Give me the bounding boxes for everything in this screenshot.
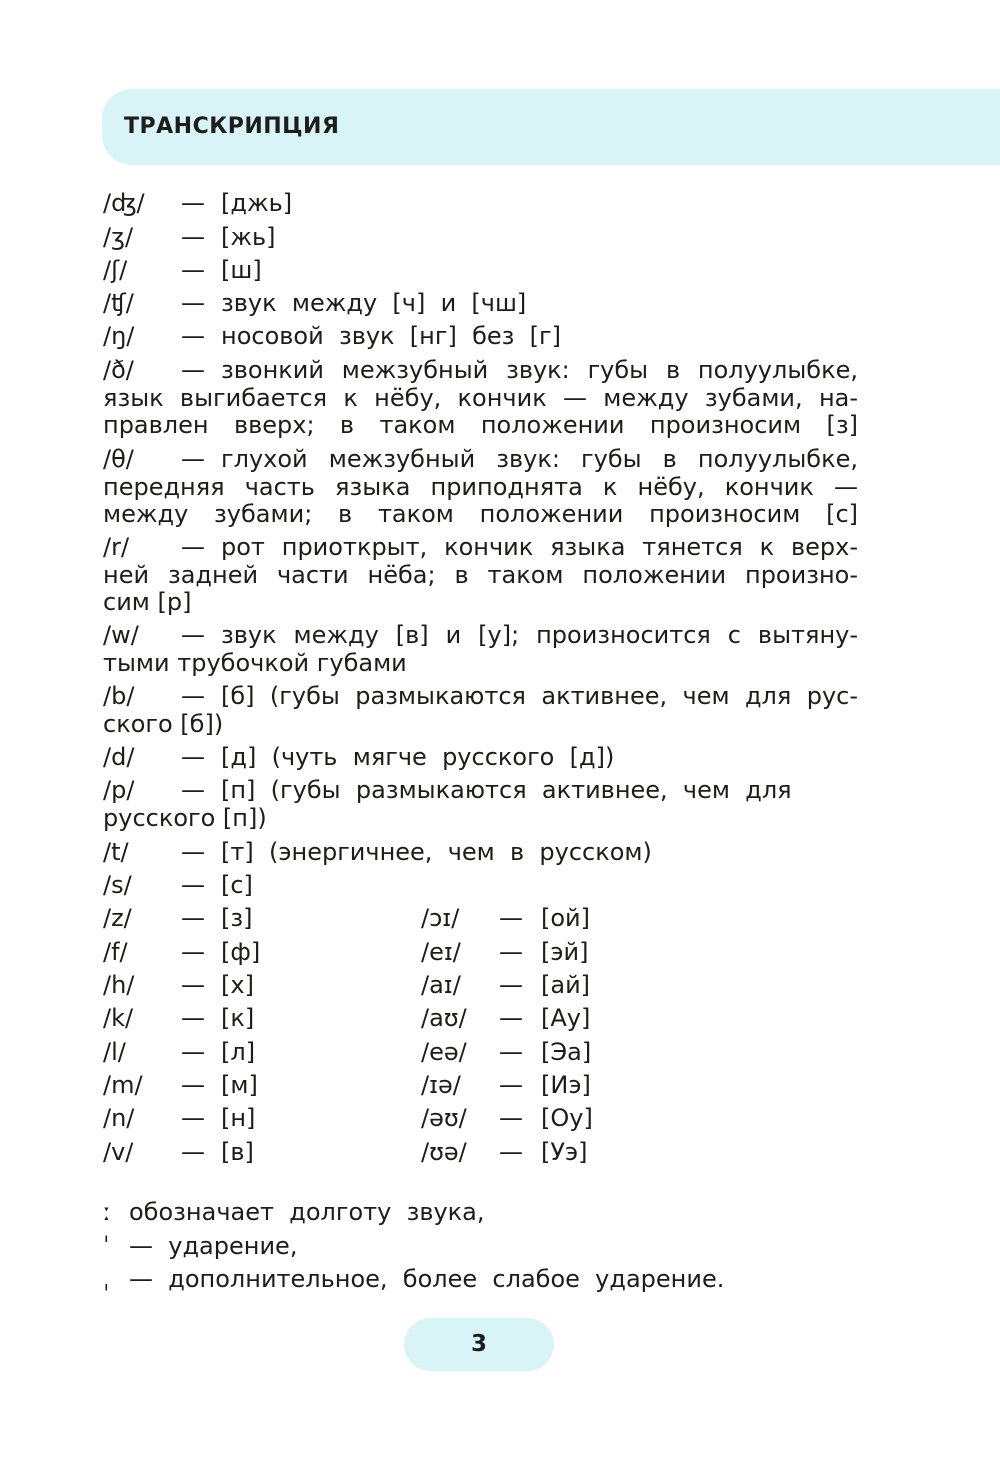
dash-separator: —: [181, 445, 205, 473]
entry-line: [103, 257, 858, 285]
entry-line: [103, 357, 858, 385]
diphthong-value: [Оу]: [541, 1104, 593, 1132]
dash-separator: —: [499, 1038, 523, 1066]
dash-separator: —: [181, 682, 205, 710]
phonetic-symbol: /p/: [103, 776, 135, 804]
entry-line: [103, 777, 858, 805]
entry-line: [103, 501, 858, 529]
entry-line: [103, 622, 858, 650]
dash-separator: —: [499, 1138, 523, 1166]
transcription-entry: [103, 257, 858, 285]
transcription-entry: [103, 839, 858, 867]
phonetic-symbol: /ʒ/: [103, 223, 134, 251]
entry-line: [103, 711, 858, 739]
entry-line: [103, 224, 858, 252]
transcription-entry: [103, 744, 858, 772]
phonetic-symbol: /θ/: [103, 445, 134, 473]
diphthong-entry: [421, 1039, 591, 1067]
section-title: ТРАНСКРИПЦИЯ: [124, 114, 340, 139]
entry-line: [103, 805, 858, 833]
diphthong-entry: [421, 1005, 590, 1033]
phonetic-symbol: /b/: [103, 682, 135, 710]
diphthong-symbol: /əʊ/: [421, 1104, 467, 1132]
note-item: [103, 1230, 724, 1264]
entry-line: [103, 412, 858, 440]
entry-line: [103, 872, 858, 900]
diphthong-symbol: /eɪ/: [421, 938, 461, 966]
diphthong-entry: [421, 1072, 591, 1100]
transcription-entry: [103, 905, 858, 933]
phonetic-symbol: /l/: [103, 1038, 126, 1066]
dash-separator: —: [499, 971, 523, 999]
entry-line: [103, 562, 858, 590]
transcription-entry: [103, 939, 858, 967]
entry-text: [ф]: [221, 938, 261, 966]
diphthong-entry: [421, 972, 590, 1000]
phonetic-symbol: /ð/: [103, 356, 134, 384]
transcription-entry: [103, 534, 858, 617]
entry-text: [д] (чуть мягче русского [д]): [221, 743, 615, 771]
transcription-entry: [103, 972, 858, 1000]
dash-separator: —: [181, 776, 205, 804]
dash-separator: —: [181, 1104, 205, 1132]
note-item: [103, 1196, 724, 1230]
dash-separator: —: [181, 621, 205, 649]
entry-text: язык выгибается к нёбу, кончик — между зубами, на-: [103, 383, 858, 412]
entry-line: [103, 534, 858, 562]
entry-text: [н]: [221, 1104, 256, 1132]
note-text: — ударение,: [129, 1231, 298, 1260]
transcription-entry: [103, 683, 858, 738]
dash-separator: —: [181, 743, 205, 771]
entry-line: [103, 385, 858, 413]
dash-separator: —: [499, 1071, 523, 1099]
entry-text: ского [б]): [103, 709, 224, 738]
entry-text: [джь]: [221, 189, 293, 217]
transcription-entry: [103, 190, 858, 218]
entry-text: ней задней части нёба; в таком положении произно-: [103, 560, 858, 589]
entry-line: [103, 683, 858, 711]
transcription-entry: [103, 224, 858, 252]
entry-text: [т] (энергичнее, чем в русском): [221, 838, 652, 866]
note-mark: ː: [103, 1198, 112, 1226]
entry-text: русского [п]): [103, 803, 267, 832]
phonetic-symbol: /ʧ/: [103, 289, 134, 317]
dash-separator: —: [181, 904, 205, 932]
entry-text: звук между [в] и [у]; произносится с вытяну-: [221, 621, 858, 649]
dash-separator: —: [181, 1004, 205, 1032]
entry-text: рот приоткрыт, кончик языка тянется к верх-: [221, 533, 858, 561]
phonetic-symbol: /ŋ/: [103, 322, 135, 350]
diphthong-value: [Эа]: [541, 1038, 592, 1066]
dash-separator: —: [499, 1104, 523, 1132]
entry-text: сим [р]: [103, 588, 192, 616]
dash-separator: —: [181, 1138, 205, 1166]
transcription-entry: [103, 872, 858, 900]
entry-text: [л]: [221, 1038, 256, 1066]
entry-line: [103, 446, 858, 474]
dash-separator: —: [181, 223, 205, 251]
dash-separator: —: [499, 1004, 523, 1032]
diphthong-symbol: /ɪə/: [421, 1071, 461, 1099]
transcription-entry: [103, 357, 858, 440]
diphthong-entry: [421, 1139, 588, 1167]
transcription-entry: [103, 1039, 858, 1067]
transcription-entry: [103, 290, 858, 318]
diphthong-symbol: /aʊ/: [421, 1004, 467, 1032]
dash-separator: —: [181, 533, 205, 561]
entry-line: [103, 323, 858, 351]
entry-line: [103, 589, 858, 617]
entry-text: [м]: [221, 1071, 258, 1099]
entry-text: [с]: [221, 871, 253, 899]
phonetic-symbol: /v/: [103, 1138, 134, 1166]
dash-separator: —: [181, 1071, 205, 1099]
dash-separator: —: [181, 289, 205, 317]
phonetic-symbol: /k/: [103, 1004, 134, 1032]
entry-text: [к]: [221, 1004, 255, 1032]
transcription-entry: [103, 446, 858, 529]
entry-text: [ш]: [221, 256, 262, 284]
diphthong-symbol: /ɔɪ/: [421, 904, 460, 932]
diphthong-value: [Уэ]: [541, 1138, 588, 1166]
transcription-entry: [103, 777, 858, 832]
dash-separator: —: [499, 938, 523, 966]
entry-text: звонкий межзубный звук: губы в полуулыбке,: [221, 356, 858, 384]
dash-separator: —: [181, 938, 205, 966]
diphthong-symbol: /ʊə/: [421, 1138, 467, 1166]
diphthong-value: [Иэ]: [541, 1071, 591, 1099]
transcription-entry: [103, 1005, 858, 1033]
entry-text: носовой звук [нг] без [г]: [221, 322, 562, 350]
transcription-entry: [103, 323, 858, 351]
entry-text: тыми трубочкой губами: [103, 648, 407, 677]
diphthong-value: [Ау]: [541, 1004, 591, 1032]
entry-text: [б] (губы размыкаются активнее, чем для рус-: [221, 682, 858, 710]
entry-text: глухой межзубный звук: губы в полуулыбке,: [221, 445, 858, 473]
dash-separator: —: [181, 322, 205, 350]
note-mark: ˌ: [103, 1265, 110, 1293]
note-text: обозначает долготу звука,: [129, 1198, 485, 1226]
notes-list: [103, 1196, 724, 1297]
page-number: 3: [404, 1318, 554, 1371]
entry-text: звук между [ч] и [чш]: [221, 289, 527, 317]
note-mark: ˈ: [103, 1231, 110, 1260]
entry-line: [103, 744, 858, 772]
transcription-entry: [103, 622, 858, 677]
dash-separator: —: [499, 904, 523, 932]
dash-separator: —: [181, 189, 205, 217]
note-text: — дополнительное, более слабое ударение.: [129, 1265, 725, 1293]
entry-text: [в]: [221, 1138, 254, 1166]
phonetic-symbol: /n/: [103, 1104, 135, 1132]
entry-text: [п] (губы размыкаются активнее, чем для: [221, 776, 792, 804]
entry-line: [103, 650, 858, 678]
phonetic-symbol: /s/: [103, 871, 132, 899]
entry-line: [103, 290, 858, 318]
entry-text: передняя часть языка приподнята к нёбу, кончик —: [103, 472, 858, 501]
diphthong-entry: [421, 905, 590, 933]
phonetic-symbol: /h/: [103, 971, 135, 999]
entry-line: [103, 839, 858, 867]
phonetic-symbol: /t/: [103, 838, 129, 866]
transcription-entry: [103, 1072, 858, 1100]
entry-text: правлен вверх; в таком положении произносим [з]: [103, 411, 858, 439]
phonetic-symbol: /m/: [103, 1071, 143, 1099]
dash-separator: —: [181, 971, 205, 999]
diphthong-entry: [421, 1105, 593, 1133]
entry-line: [103, 190, 858, 218]
diphthong-value: [эй]: [541, 938, 589, 966]
entry-text: между зубами; в таком положении произносим [с]: [103, 500, 858, 528]
entry-text: [з]: [221, 904, 253, 932]
phonetic-symbol: /d/: [103, 743, 135, 771]
dash-separator: —: [181, 1038, 205, 1066]
diphthong-value: [ай]: [541, 971, 591, 999]
entry-line: [103, 474, 858, 502]
phonetic-symbol: /f/: [103, 938, 128, 966]
dash-separator: —: [181, 838, 205, 866]
diphthong-symbol: /eə/: [421, 1038, 467, 1066]
note-item: [103, 1263, 724, 1297]
phonetic-symbol: /ʃ/: [103, 256, 128, 284]
phonetic-symbol: /r/: [103, 533, 130, 561]
section-header-banner: [102, 89, 1000, 165]
diphthong-value: [ой]: [541, 904, 591, 932]
dash-separator: —: [181, 256, 205, 284]
transcription-entry: [103, 1105, 858, 1133]
diphthong-entry: [421, 939, 589, 967]
diphthong-symbol: /aɪ/: [421, 971, 461, 999]
transcription-entry: [103, 1139, 858, 1167]
entry-text: [жь]: [221, 223, 276, 251]
phonetic-symbol: /w/: [103, 621, 139, 649]
dash-separator: —: [181, 356, 205, 384]
phonetic-symbol: /ʤ/: [103, 189, 145, 217]
phonetic-symbol: /z/: [103, 904, 132, 932]
entry-text: [х]: [221, 971, 254, 999]
dash-separator: —: [181, 871, 205, 899]
